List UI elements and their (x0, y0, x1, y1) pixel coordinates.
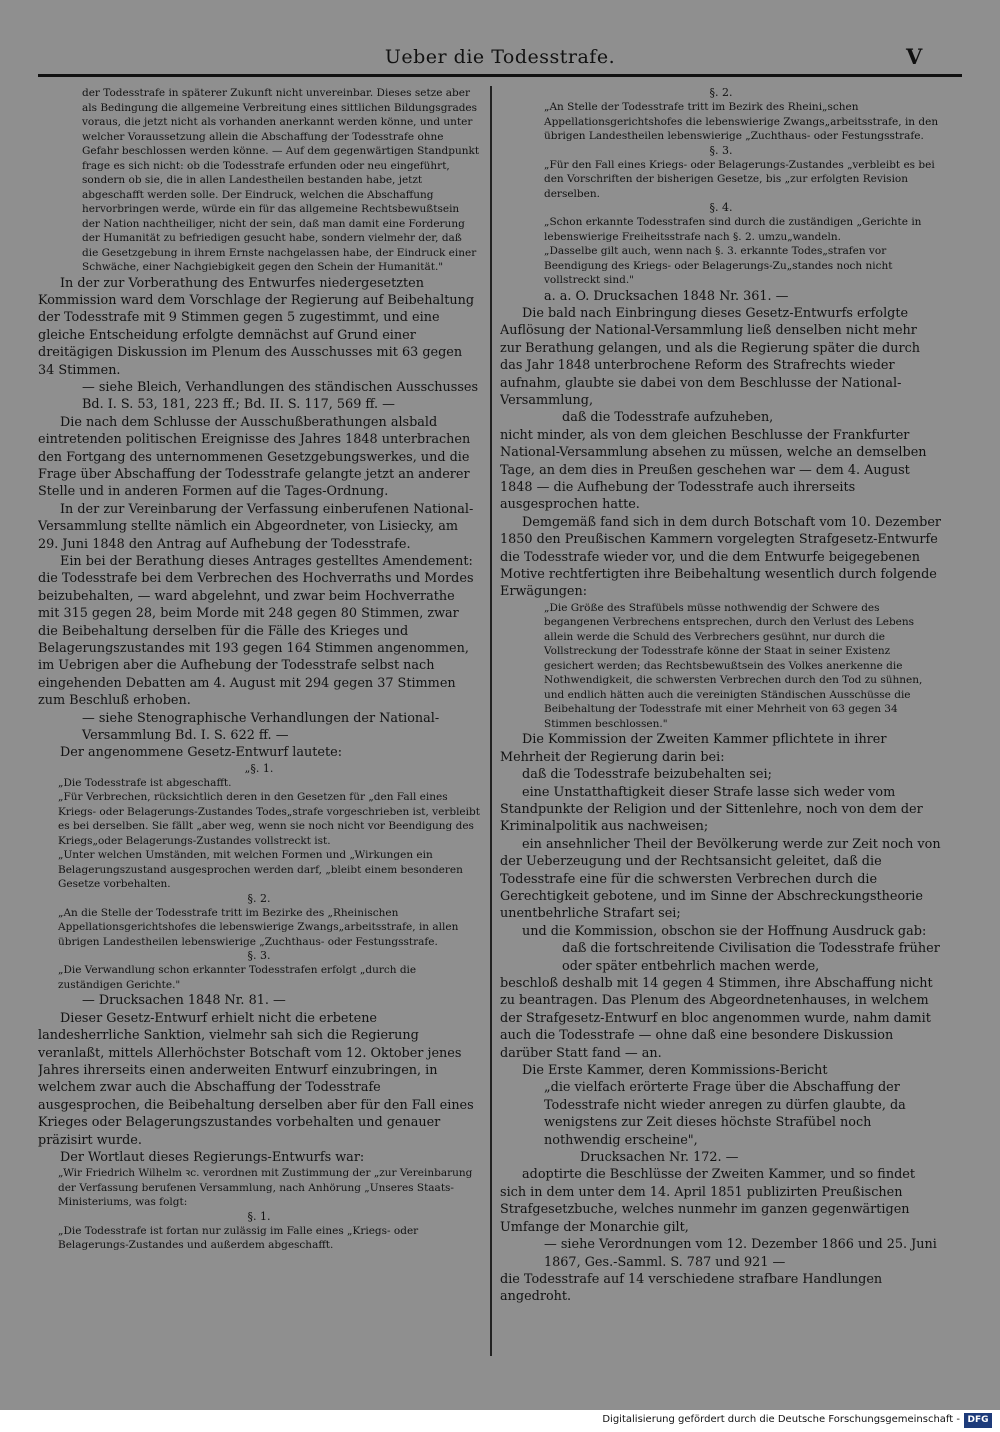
dfg-logo-icon: DFG (964, 1413, 992, 1428)
right-column (500, 86, 942, 1326)
paragraph: In der zur Vorberathung des Entwurfes niedergesetzten Kommission ward dem Vorschlage der Regierung auf Beibehaltung der Todesstrafe mit 9 Stimmen gegen 5 zugestimmt, und eine gleiche Entscheidung erfolgte demnächst auf Grund einer dreitägigen Diskussion im Plenum des Ausschusses mit 63 gegen 34 Stimmen. (38, 275, 475, 378)
column-divider (490, 86, 492, 1356)
law-text: „Die Todesstrafe ist abgeschafft. (58, 776, 232, 789)
paragraph: Dieser Gesetz-Entwurf erhielt nicht die erbetene landesherrliche Sanktion, vielmehr sah sich die Regierung veranlaßt, mittels Allerhöchster Botschaft vom 12. Oktober jenes Jahres ihrerseits einen anderweiten Entwurf einzubringen, in welchem zwar auch die Abschaffung der Todesstrafe ausgesprochen, die Beibehaltung derselben aber für den Fall eines Krieges oder Belagerungszustandes vorbehalten und genauer präzisirt wurde. (38, 1010, 474, 1148)
paragraph: Die nach dem Schlusse der Ausschußberathungen alsbald eintretenden politischen Ereignisse des Jahres 1848 unterbrachen den Fortgang des unternommenen Gesetzgebungswerkes, und die Frage über Abschaffung der Todesstrafe gelangte jetzt an anderer Stelle und in anderen Formen auf die Tages-Ordnung. (38, 414, 471, 500)
section-heading: „§. 1. (244, 761, 274, 775)
section-heading: §. 2. (247, 891, 271, 905)
section-heading: §. 4. (709, 201, 733, 214)
paragraph: Ein bei der Berathung dieses Antrages gestelltes Amendement: die Todesstrafe bei dem Verbrechen des Hochverraths und Mordes beizubehalten, — ward abgelehnt, und zwar beim Hochverrathe mit 315 gegen 28, beim Morde mit 248 gegen 80 Stimmen, zwar die Beibehaltung derselben für die Fälle des Krieges und Belagerungszustandes mit 193 gegen 164 Stimmen angenommen, im Uebrigen aber die Aufhebung der Todesstrafe selbst nach eingehenden Debatten am 4. August mit 294 gegen 37 Stimmen zum Beschluß erhoben. (38, 554, 474, 709)
paragraph: Die bald nach Einbringung dieses Gesetz-Entwurfs erfolgte Auflösung der National-Versammlung ließ denselben nicht mehr zur Berathung gelangen, und als die Regierung später die durch das Jahr 1848 unterbrochene Reform des Strafrechts wieder aufnahm, glaubte sie dabei von dem Beschlusse der National-Versammlung, (500, 305, 921, 408)
clause: ein ansehnlicher Theil der Bevölkerung werde zur Zeit noch von der Ueberzeugung und der Rechtsansicht geleitet, daß die Todesstrafe eine für die schwersten Verbrechen durch die Gerechtigkeit gebotene, und im Sinne der Abschreckungstheorie unentbehrliche Strafart sei; (500, 836, 941, 922)
paragraph: die Todesstrafe auf 14 verschiedene strafbare Handlungen angedroht. (500, 1271, 883, 1305)
paragraph: Der Wortlaut dieses Regierungs-Entwurfs war: (60, 1150, 365, 1166)
section-heading: §. 3. (247, 949, 271, 963)
paragraph: Die Kommission der Zweiten Kammer pflichtete in ihrer Mehrheit der Regierung darin bei: (500, 732, 887, 765)
clause: daß die Todesstrafe beizubehalten sei; (522, 767, 772, 783)
section-heading: §. 3. (709, 143, 733, 157)
paragraph: beschloß deshalb mit 14 gegen 4 Stimmen, ihre Abschaffung nicht zu beantragen. Das Plenum des Abgeordnetenhauses, in welchem der Strafgesetz-Entwurf en bloc angenommen wurde, nahm damit auch die Todesstrafe — ohne daß eine besondere Diskussion darüber Statt fand — an. (500, 976, 933, 1061)
quote-text: „die vielfach erörterte Frage über die Abschaffung der Todesstrafe nicht wieder anregen zu dürfen glaubte, da wenigstens zur Zeit dieses höchste Strafübel noch nothwendig erscheine", (544, 1080, 906, 1148)
reference: — siehe Verordnungen vom 12. Dezember 1866 und 25. Juni 1867, Ges.-Samml. S. 787 und 921 — (544, 1237, 937, 1270)
quote-continuation: der Todesstrafe in späterer Zukunft nicht unvereinbar. Dieses setze aber als Bedingung die allgemeine Verbreitung eines sittlichen Bildungsgrades voraus, die jetzt nicht als vorhanden anerkannt werden könne, und unter welcher Voraussetzung allein die Abschaffung der Todesstrafe ohne Gefahr beschlossen werden könne. — Auf dem gegenwärtigen Standpunkt frage es sich nicht: ob die Todesstrafe erfunden oder neu eingeführt, sondern ob sie, die in allen Landestheilen bestanden habe, jetzt abgeschafft werden solle. Der Eindruck, welchen die Abschaffung hervorbringen werde, würde ein für das allgemeine Rechtsbewußtsein der Nation nachtheiliger, nicht der sein, daß man damit eine Forderung der Humanität zu befriedigen gesucht habe, sondern vielmehr der, daß die Gesetzgebung in ihrem Ernste nachgelassen habe, der Eindruck einer Schwäche, einer Nachgiebigkeit gegen den Schein der Humanität." (82, 87, 480, 273)
law-text: „An die Stelle der Todesstrafe tritt im Bezirke des „Rheinischen Appellationsgerichtshofes die lebenswierige Zwangs„arbeitsstrafe, in allen übrigen Landestheilen lebenswierige „Zuchthaus- oder Festungsstrafe. (58, 906, 459, 948)
reference: a. a. O. Drucksachen 1848 Nr. 361. — (544, 288, 789, 304)
law-text: „Wir Friedrich Wilhelm ꝛc. verordnen mit Zustimmung der „zur Vereinbarung der Verfassung berufenen Versammlung, nach Anhörung „Unseres Staats-Ministeriums, was folgt: (58, 1167, 473, 1209)
law-text: „Unter welchen Umständen, mit welchen Formen und „Wirkungen ein Belagerungszustand ausgesprochen werden darf, „bleibt einem besonderen Gesetze vorbehalten. (58, 849, 463, 891)
reference: — Drucksachen 1848 Nr. 81. — (82, 993, 286, 1009)
footer-credit: Digitalisierung gefördert durch die Deutsche Forschungsgemeinschaft - (602, 1414, 960, 1425)
law-text: „Dasselbe gilt auch, wenn nach §. 3. erkannte Todes„strafen vor Beendigung des Kriegs- oder Belagerungs-Zu„standes noch nicht vollstreckt sind." (544, 245, 893, 286)
law-text: „Für Verbrechen, rücksichtlich deren in den Gesetzen für „den Fall eines Kriegs- oder Belagerungs-Zustandes Todes„strafe vorgeschrieben ist, verbleibt es bei derselben. Sie fällt „aber weg, wenn sie noch nicht vor Beendigung des Kriegs„oder Belagerungs-Zustandes vollstreckt ist. (58, 791, 480, 847)
reference: — siehe Bleich, Verhandlungen des ständischen Ausschusses Bd. I. S. 53, 181, 223 ff.; Bd. II. S. 117, 569 ff. — (82, 379, 479, 413)
clause: eine Unstatthaftigkeit dieser Strafe lasse sich weder vom Standpunkte der Religion und der Sittenlehre, noch von dem der Kriminalpolitik aus nachweisen; (500, 784, 923, 835)
left-column (38, 86, 480, 1346)
paragraph: Demgemäß fand sich in dem durch Botschaft vom 10. Dezember 1850 den Preußischen Kammern vorgelegten Strafgesetz-Entwurfe die Todesstrafe wieder vor, und die dem Entwurfe beigegebenen Motive rechtfertigten ihre Beibehaltung wesentlich durch folgende Erwägungen: (500, 514, 942, 600)
footer-bar (0, 1410, 1000, 1432)
header-rule (38, 74, 962, 77)
section-heading: §. 2. (709, 86, 733, 99)
law-text: „Die Todesstrafe ist fortan nur zulässig im Falle eines „Kriegs- oder Belagerungs-Zustandes und außerdem abgeschafft. (58, 1224, 419, 1252)
page-number: V (906, 44, 923, 69)
paragraph: In der zur Vereinbarung der Verfassung einberufenen National-Versammlung stellte nämlich ein Abgeordneter, von Lisiecky, am 29. Juni 1848 den Antrag auf Aufhebung der Todesstrafe. (38, 501, 474, 552)
page-header-title: Ueber die Todesstrafe. (384, 46, 616, 68)
law-text: „An Stelle der Todesstrafe tritt im Bezirk des Rheini„schen Appellationsgerichtshofes die lebenswierige Zwangs„arbeitsstrafe, in den übrigen Landestheilen lebenswierige „Zuchthaus- oder Festungsstrafe. (544, 101, 939, 142)
quoted-clause: daß die fortschreitende Civilisation die Todesstrafe früher oder später entbehrlich machen werde, (562, 941, 940, 974)
law-text: „Die Verwandlung schon erkannter Todesstrafen erfolgt „durch die zuständigen Gerichte." (58, 964, 417, 991)
reference: Drucksachen Nr. 172. — (580, 1150, 739, 1166)
paragraph: adoptirte die Beschlüsse der Zweiten Kammer, und so findet sich in dem unter dem 14. April 1851 publizirten Preußischen Strafgesetzbuche, welches nunmehr im ganzen gegenwärtigen Umfange der Monarchie gilt, (500, 1167, 915, 1235)
section-heading: §. 1. (247, 1209, 271, 1223)
paragraph: Der angenommene Gesetz-Entwurf lautete: (60, 745, 343, 761)
law-text: „Schon erkannte Todesstrafen sind durch die zuständigen „Gerichte in lebenswierige Freiheitsstrafe nach §. 2. umzu„wandeln. (544, 216, 922, 243)
clause: und die Kommission, obschon sie der Hoffnung Ausdruck gab: (522, 923, 927, 939)
paragraph: Die Erste Kammer, deren Kommissions-Bericht (522, 1063, 828, 1079)
quoted-clause: daß die Todesstrafe aufzuheben, (562, 410, 774, 426)
law-text: „Für den Fall eines Kriegs- oder Belagerungs-Zustandes „verbleibt es bei den Vorschriften der bisherigen Gesetze, bis „zur erfolgten Revision derselben. (544, 158, 935, 200)
quote-text: „Die Größe des Strafübels müsse nothwendig der Schwere des begangenen Verbrechens entsprechen, durch den Verlust des Lebens allein werde die Schuld des Verbrechers gesühnt, nur durch die Vollstreckung der Todesstrafe könne der Staat in seiner Existenz gesichert werden; das Rechtsbewußtsein des Volkes anerkenne die Nothwendigkeit, die schwersten Verbrechen durch den Tod zu sühnen, und endlich hätten auch die vereinigten Ständischen Ausschüsse die Beibehaltung der Todesstrafe mit einer Mehrheit von 63 gegen 34 Stimmen beschlossen." (544, 601, 923, 730)
reference: — siehe Stenographische Verhandlungen der National-Versammlung Bd. I. S. 622 ff. — (82, 710, 440, 744)
paragraph: nicht minder, als von dem gleichen Beschlusse der Frankfurter National-Versammlung absehen zu müssen, welche an demselben Tage, an dem dies in Preußen geschehen war — dem 4. August 1848 — die Aufhebung der Todesstrafe auch ihrerseits ausgesprochen hatte. (500, 427, 927, 513)
